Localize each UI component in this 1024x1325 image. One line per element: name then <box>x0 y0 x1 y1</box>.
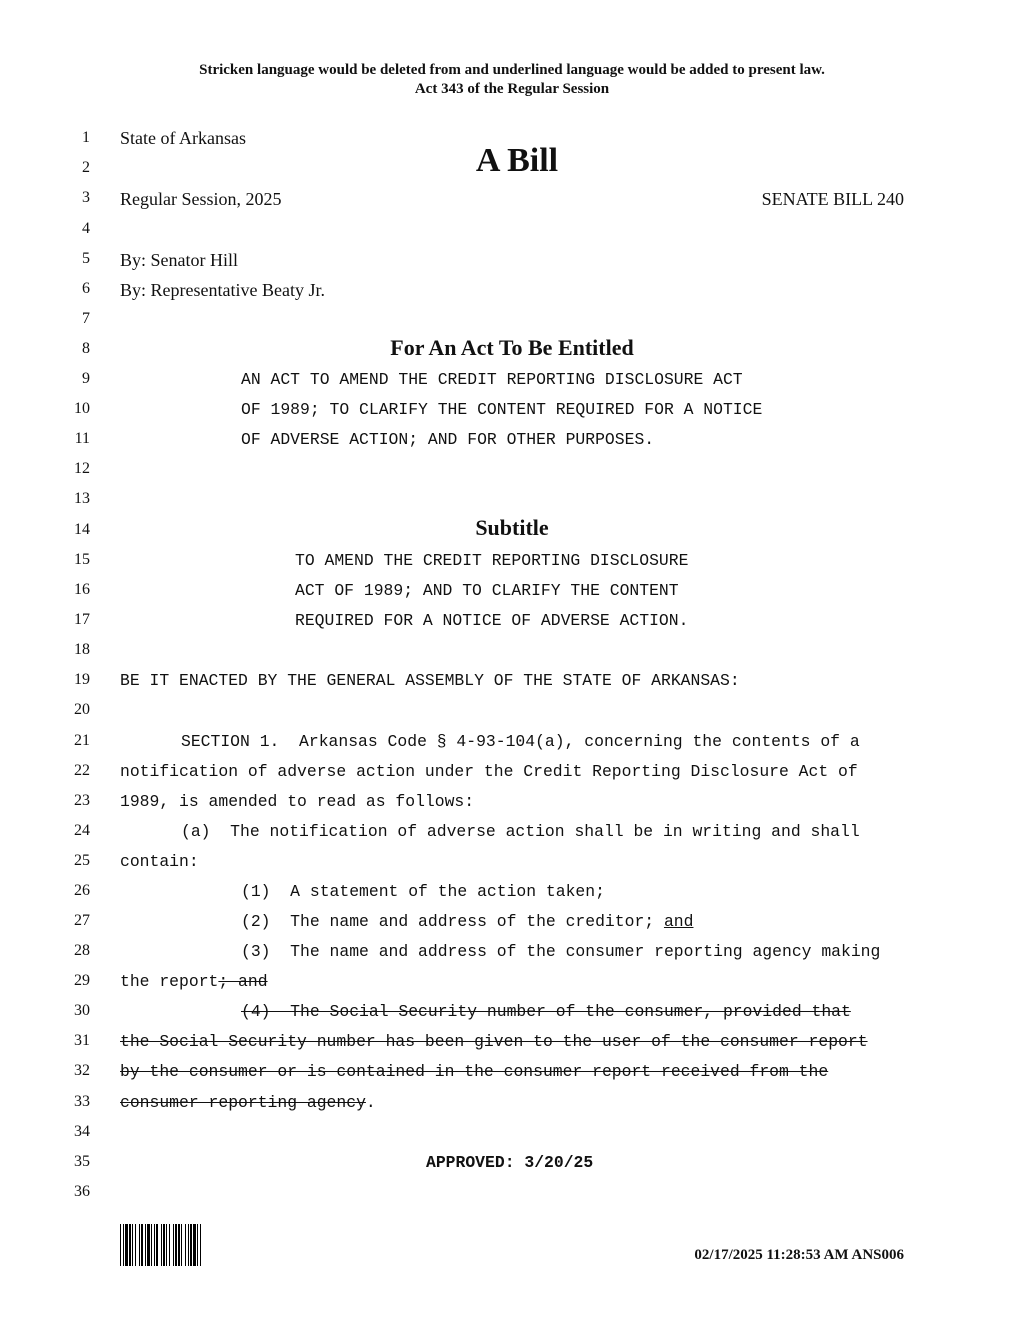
barcode-bar <box>173 1224 174 1266</box>
barcode-bar <box>147 1224 150 1266</box>
barcode-bar <box>166 1224 167 1266</box>
line-number: 5 <box>82 250 90 267</box>
line-number: 9 <box>82 370 90 387</box>
barcode-bar <box>135 1224 136 1266</box>
line-number: 7 <box>82 310 90 327</box>
barcode-bar <box>200 1224 201 1266</box>
line-number: 23 <box>74 792 90 809</box>
stricken-text: consumer reporting agency <box>120 1093 366 1112</box>
line-33-period: . <box>365 1093 376 1112</box>
line-number: 27 <box>74 912 90 929</box>
line-number: 6 <box>82 280 90 297</box>
bill-title: A Bill <box>475 142 559 179</box>
barcode-bar <box>156 1224 158 1266</box>
barcode-bar <box>169 1224 170 1266</box>
section1-line-29 <box>120 972 268 991</box>
line-number: 16 <box>74 581 90 598</box>
line-number: 4 <box>82 220 90 237</box>
line-number: 8 <box>82 340 90 357</box>
line-number: 19 <box>74 671 90 688</box>
barcode-bar <box>190 1224 192 1266</box>
line-number: 33 <box>74 1093 90 1110</box>
line-number: 35 <box>74 1153 90 1170</box>
barcode-bar <box>154 1224 155 1266</box>
bill-number: SENATE BILL 240 <box>761 189 904 209</box>
state-name: State of Arkansas <box>120 128 246 148</box>
line-number: 12 <box>74 460 90 477</box>
line-number: 11 <box>74 430 90 447</box>
entitled-heading: For An Act To Be Entitled <box>390 335 634 360</box>
barcode-bar <box>188 1224 189 1266</box>
barcode-bar <box>163 1224 165 1266</box>
line-number: 10 <box>74 400 90 417</box>
barcode-bar <box>132 1224 133 1266</box>
line-number: 24 <box>74 822 90 839</box>
stricken-line-32: by the consumer or is contained in the consumer report received from the <box>120 1062 829 1081</box>
barcode <box>120 1224 248 1266</box>
barcode-bar <box>129 1224 131 1266</box>
subtitle-line-3: REQUIRED FOR A NOTICE OF ADVERSE ACTION. <box>295 611 689 630</box>
line-number: 2 <box>82 159 90 176</box>
stricken-line-31: the Social Security number has been given to the user of the consumer report <box>120 1032 868 1051</box>
added-text: and <box>663 912 694 931</box>
line-27-text: (2) The name and address of the creditor; <box>241 912 664 931</box>
sponsor-senator: By: Senator Hill <box>120 250 238 270</box>
section1-line-24: (a) The notification of adverse action shall be in writing and shall <box>181 822 860 841</box>
line-29-text: the report <box>120 972 219 991</box>
barcode-bar <box>181 1224 182 1266</box>
line-number: 31 <box>74 1032 90 1049</box>
barcode-bar <box>123 1224 124 1266</box>
line-number: 36 <box>74 1183 90 1200</box>
act-title-line-3: OF ADVERSE ACTION; AND FOR OTHER PURPOSES. <box>241 430 655 449</box>
line-number: 29 <box>74 972 90 989</box>
line-number: 32 <box>74 1062 90 1079</box>
act-title-line-2: OF 1989; TO CLARIFY THE CONTENT REQUIRED FOR A NOTICE <box>241 400 763 419</box>
line-number: 25 <box>74 852 90 869</box>
enacting-clause: BE IT ENACTED BY THE GENERAL ASSEMBLY OF THE STATE OF ARKANSAS: <box>120 671 740 690</box>
section1-line-26: (1) A statement of the action taken; <box>241 882 605 901</box>
line-number: 22 <box>74 762 90 779</box>
section1-line-28: (3) The name and address of the consumer reporting agency making <box>241 942 881 961</box>
section1-line-23: 1989, is amended to read as follows: <box>120 792 475 811</box>
subtitle-heading: Subtitle <box>475 515 549 540</box>
barcode-bar <box>141 1224 143 1266</box>
barcode-bar <box>145 1224 146 1266</box>
line-number: 26 <box>74 882 90 899</box>
barcode-bar <box>139 1224 140 1266</box>
barcode-bar <box>120 1224 121 1266</box>
line-number: 3 <box>82 189 90 206</box>
line-number: 21 <box>74 732 90 749</box>
line-number: 30 <box>74 1002 90 1019</box>
section1-line-21: SECTION 1. Arkansas Code § 4-93-104(a), concerning the contents of a <box>181 732 860 751</box>
sponsor-representative: By: Representative Beaty Jr. <box>120 280 325 300</box>
line-number: 18 <box>74 641 90 658</box>
line-number: 17 <box>74 611 90 628</box>
section1-line-33 <box>120 1093 376 1112</box>
act-title-line-1: AN ACT TO AMEND THE CREDIT REPORTING DISCLOSURE ACT <box>241 370 743 389</box>
approved-date: APPROVED: 3/20/25 <box>426 1153 594 1172</box>
line-number: 28 <box>74 942 90 959</box>
line-number: 15 <box>74 551 90 568</box>
line-number: 1 <box>82 129 90 146</box>
stricken-text: ; and <box>218 972 268 991</box>
barcode-bar <box>125 1224 128 1266</box>
barcode-bar <box>175 1224 177 1266</box>
section1-line-27 <box>241 912 693 931</box>
session-label: Regular Session, 2025 <box>120 189 282 209</box>
section1-line-22: notification of adverse action under the Credit Reporting Disclosure Act of <box>120 762 858 781</box>
barcode-bar <box>178 1224 180 1266</box>
line-number: 20 <box>74 701 90 718</box>
barcode-bar <box>161 1224 162 1266</box>
line-number: 14 <box>74 521 90 538</box>
subtitle-line-2: ACT OF 1989; AND TO CLARIFY THE CONTENT <box>295 581 679 600</box>
barcode-bar <box>151 1224 152 1266</box>
line-number: 34 <box>74 1123 90 1140</box>
header-line-2: Act 343 of the Regular Session <box>414 81 610 97</box>
footer-timestamp: 02/17/2025 11:28:53 AM ANS006 <box>694 1247 904 1263</box>
section1-line-25: contain: <box>120 852 199 871</box>
line-number: 13 <box>74 490 90 507</box>
header-line-1: Stricken language would be deleted from and underlined language would be added to present law. <box>199 62 825 78</box>
subtitle-line-1: TO AMEND THE CREDIT REPORTING DISCLOSURE <box>295 551 689 570</box>
barcode-bar <box>197 1224 198 1266</box>
stricken-line-30: (4) The Social Security number of the consumer, provided that <box>241 1002 851 1021</box>
barcode-bar <box>185 1224 186 1266</box>
barcode-bar <box>193 1224 196 1266</box>
